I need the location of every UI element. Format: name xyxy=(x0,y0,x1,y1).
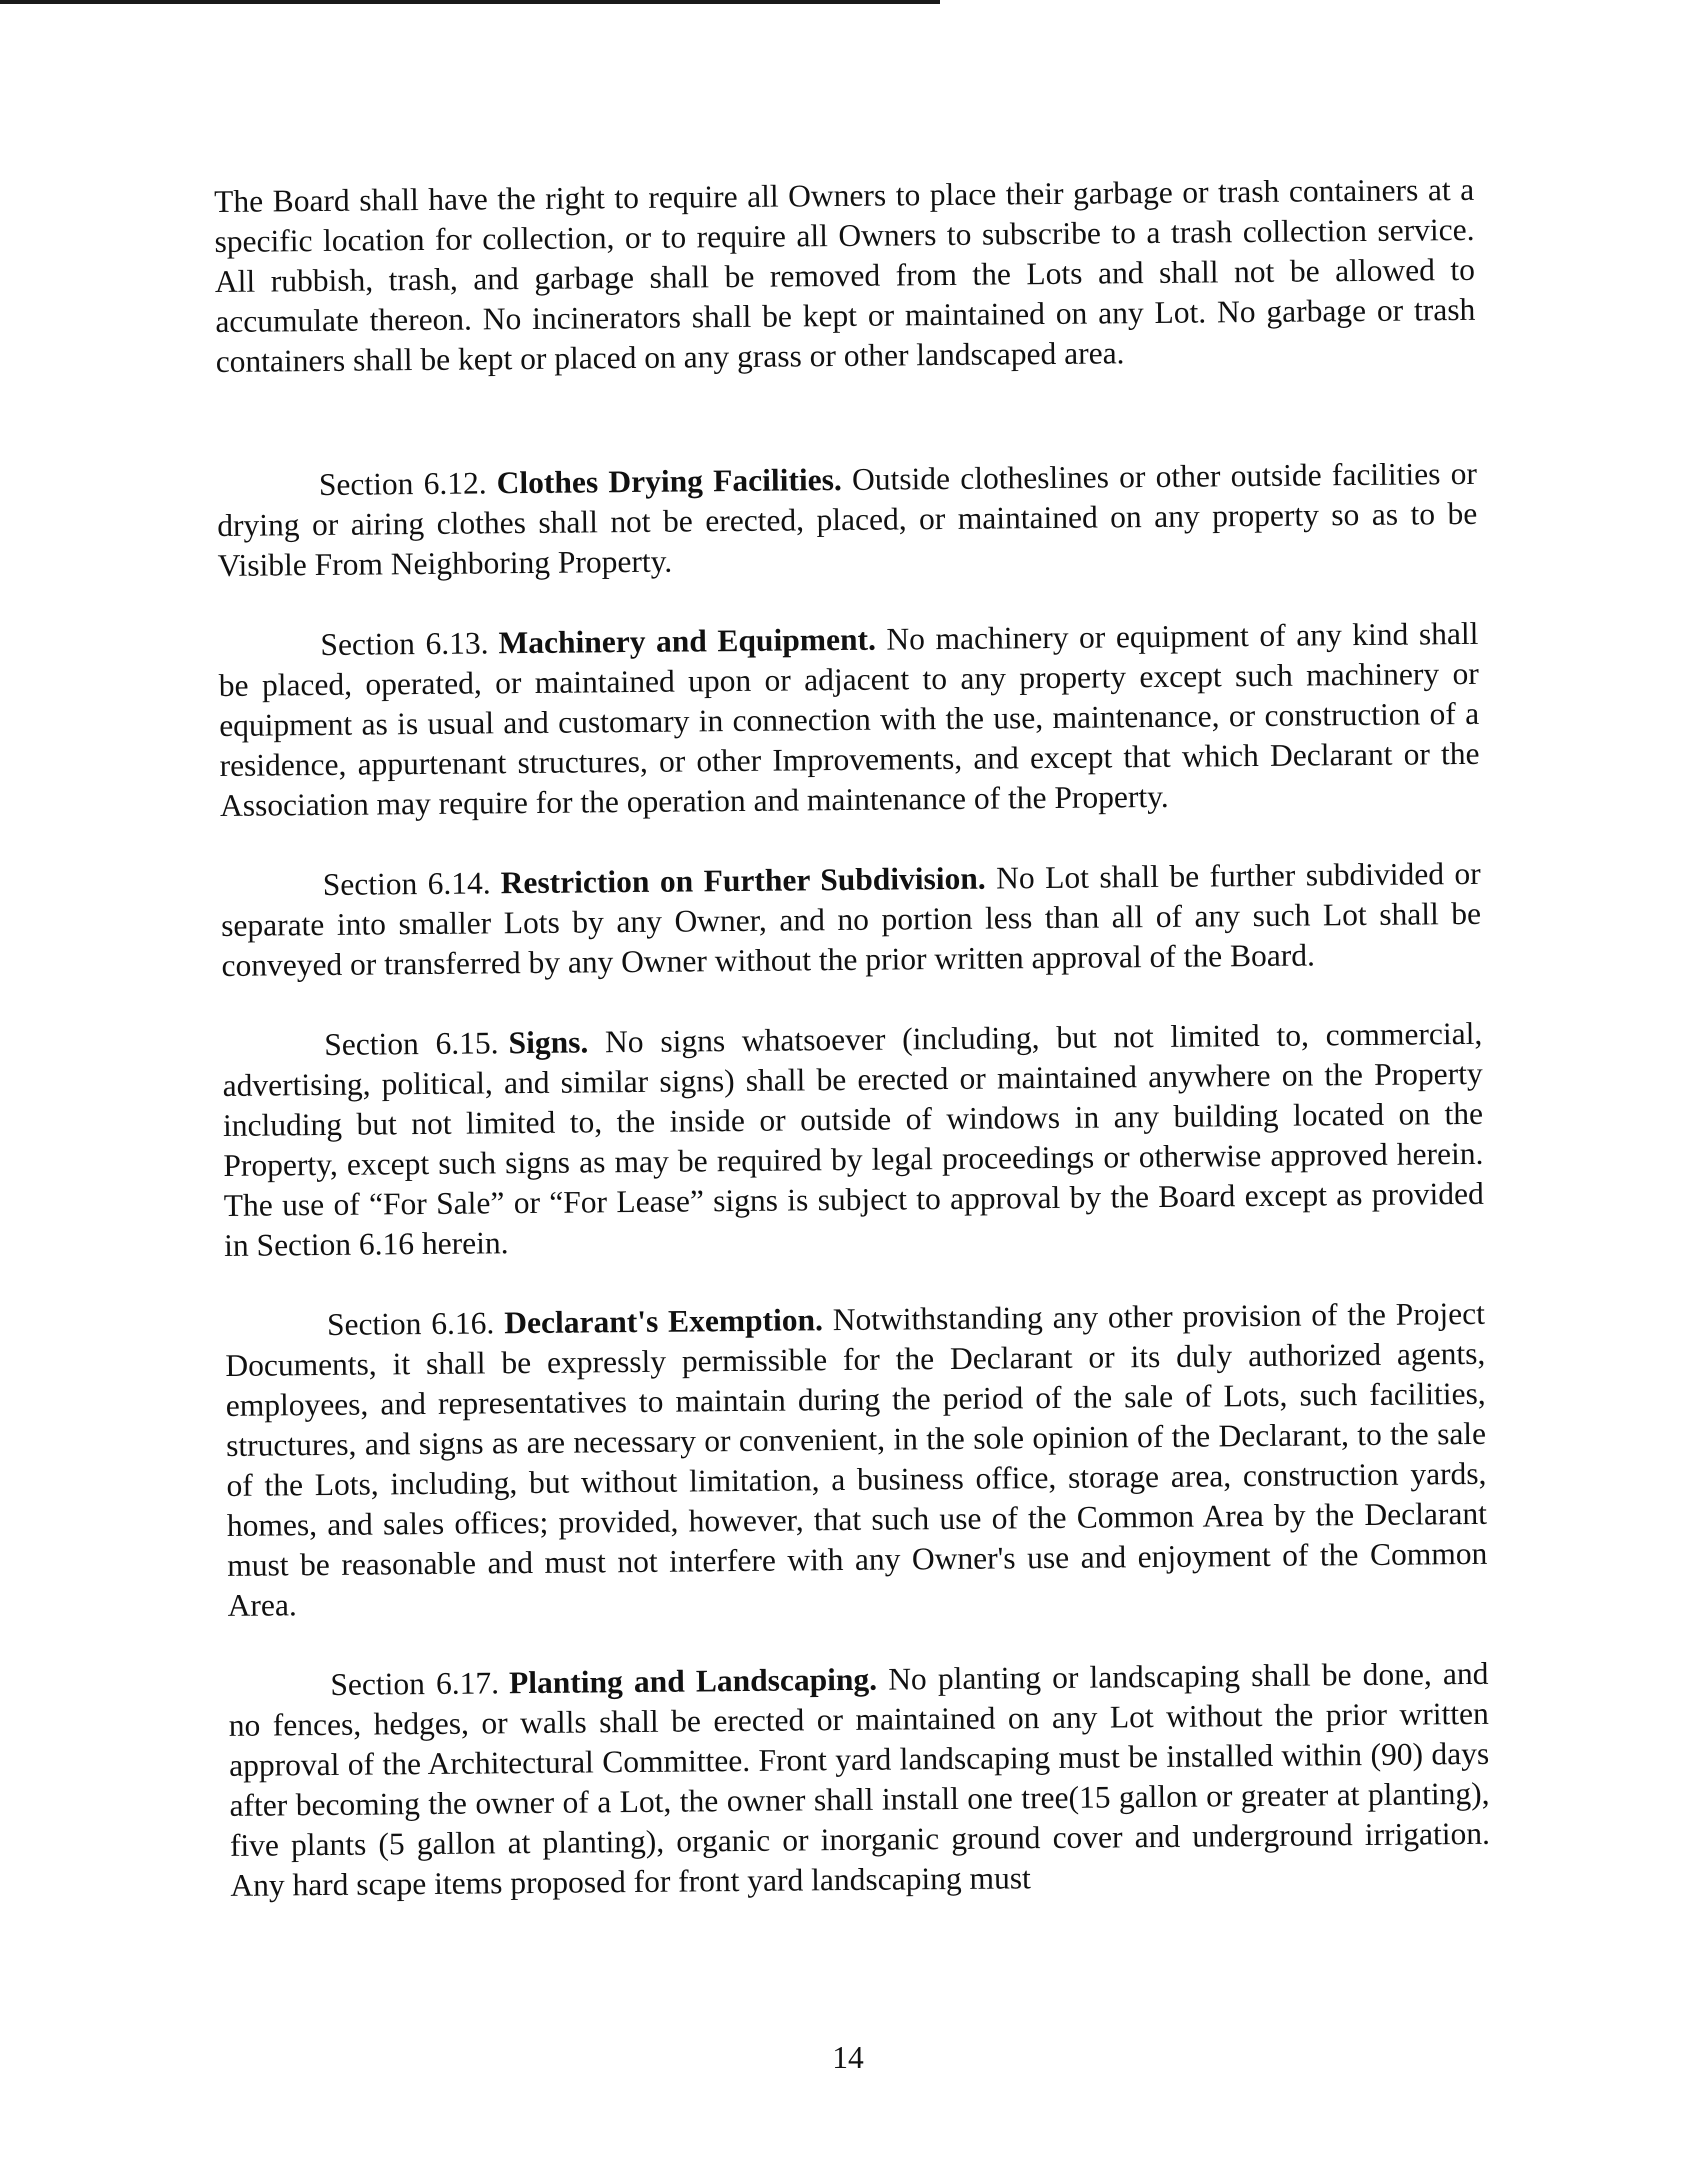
section-body: No planting or landscaping shall be done, and no fences, hedges, or walls shall be erected or maintained on any Lot without the prior written approval of the Architectural Committee. Front yard landscaping must be installed within (90) days after becoming the owner of a Lot, the owner shall install one tree(15 gallon or greater at planting), five plants (5 gallon at planting), organic or inorganic ground cover and underground irrigation. Any hard scape items proposed for front yard landscaping must xyxy=(228,1655,1491,1903)
section-number: Section 6.13. xyxy=(320,625,489,662)
section-number: Section 6.12. xyxy=(318,465,487,503)
section-title: Machinery and Equipment. xyxy=(498,621,877,661)
section-title: Declarant's Exemption. xyxy=(504,1302,824,1341)
page-number: 14 xyxy=(832,2040,864,2075)
section-title: Planting and Landscaping. xyxy=(508,1661,878,1701)
section-body: Notwithstanding any other provision of the Project Documents, it shall be expressly permissible for the Declarant or its duly authorized agents, employees, and representatives to maintain during the period of the sale of Lots, such facilities, structures, and signs as are necessary or convenient, in the sole opinion of the Declarant, to the sale of the Lots, including, but without limitation, a business office, storage area, construction yards, homes, and sales offices; provided, however, that such use of the Common Area by the Declarant must be reasonable and must not interfere with any Owner's use and enjoyment of the Common Area. xyxy=(225,1295,1488,1623)
section-title: Signs. xyxy=(508,1024,589,1061)
section-6-12 xyxy=(217,454,1478,586)
section-body: No Lot shall be further subdivided or separate into smaller Lots by any Owner, and no portion less than all of any such Lot shall be conveyed or transferred by any Owner without the prior written approval of the Board. xyxy=(220,855,1482,983)
section-body: Outside clotheslines or other outside facilities or drying or airing clothes shall not be erected, placed, or maintained on any property so as to be Visible From Neighboring Property. xyxy=(217,455,1478,583)
document-body xyxy=(214,170,1491,1946)
section-number: Section 6.17. xyxy=(330,1665,500,1702)
section-body: No signs whatsoever (including, but not limited to, commercial, advertising, political, and similar signs) shall be erected or maintained anywhere on the Property including but not limited to, the inside or outside of windows in any building located on the Property, except such signs as may be required by legal proceedings or otherwise approved herein. The use of “For Sale” or “For Lease” signs is subject to approval by the Board except as provided in Section 6.16 herein. xyxy=(222,1015,1484,1263)
section-body: No machinery or equipment of any kind shall be placed, operated, or maintained upon or adjacent to any property except such machinery or equipment as is usual and customary in connection with the use, maintenance, or construction of a residence, appurtenant structures, or other Improvements, and except that which Declarant or the Association may require for the operation and maintenance of the Property. xyxy=(218,615,1480,823)
section-number: Section 6.14. xyxy=(322,865,491,902)
section-6-16 xyxy=(225,1294,1488,1626)
section-title: Clothes Drying Facilities. xyxy=(496,461,842,501)
opening-paragraph: The Board shall have the right to require all Owners to place their garbage or trash containers at a specific location for collection, or to require all Owners to subscribe to a trash collection service. All rubbish, trash, and garbage shall be removed from the Lots and shall not be allowed to accumulate thereon. No incinerators shall be kept or maintained on any Lot. No garbage or trash containers shall be kept or placed on any grass or other landscaped area. xyxy=(214,171,1476,379)
section-6-14 xyxy=(221,854,1482,986)
section-number: Section 6.15. xyxy=(324,1025,499,1062)
section-title: Restriction on Further Subdivision. xyxy=(500,860,986,901)
section-number: Section 6.16. xyxy=(326,1305,495,1342)
section-6-15 xyxy=(222,1014,1484,1266)
section-6-13 xyxy=(218,614,1480,826)
scan-edge xyxy=(0,0,940,4)
section-6-17 xyxy=(228,1654,1490,1906)
